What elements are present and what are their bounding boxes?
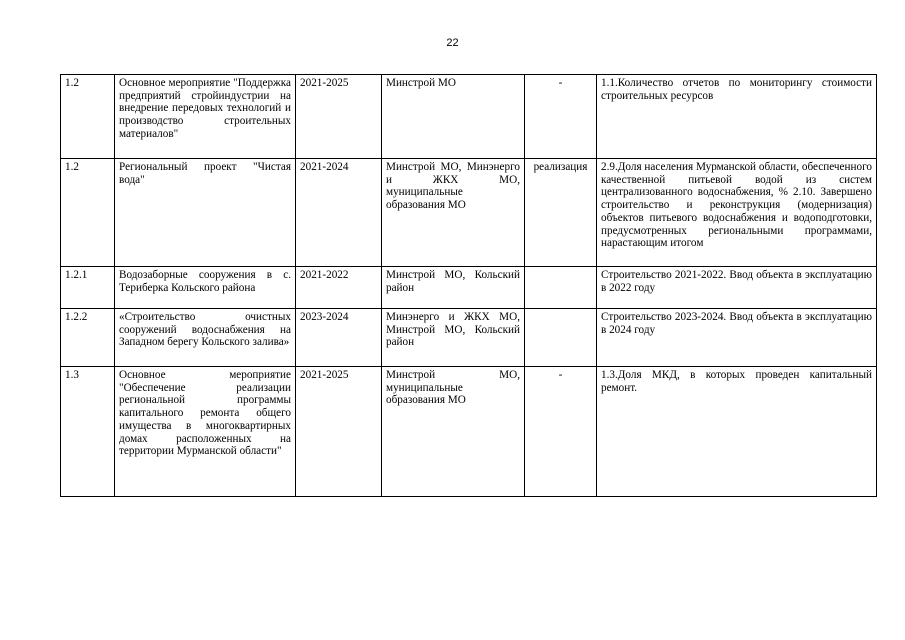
row-number: 1.2.1: [61, 267, 115, 309]
status: реализация: [525, 159, 597, 267]
period: 2023-2024: [296, 309, 382, 367]
activity-name: Основное мероприятие "Обеспечение реализации региональной программы капитального ремонта общего имущества в многоквартирных домах расположенных на территории Мурманской области": [115, 367, 296, 497]
activity-name: Основное мероприятие "Поддержка предприятий стройиндустрии на внедрение передовых технологий и производство строительных материалов": [115, 75, 296, 159]
activity-name: Региональный проект "Чистая вода": [115, 159, 296, 267]
status: -: [525, 367, 597, 497]
executor: Минстрой МО, Минэнерго и ЖКХ МО, муниципальные образования МО: [382, 159, 525, 267]
table-row: [61, 309, 877, 367]
table-row: [61, 159, 877, 267]
period: 2021-2024: [296, 159, 382, 267]
row-number: 1.2: [61, 159, 115, 267]
program-table: [60, 74, 877, 497]
period: 2021-2025: [296, 367, 382, 497]
period: 2021-2025: [296, 75, 382, 159]
indicator: Строительство 2023-2024. Ввод объекта в эксплуатацию в 2024 году: [597, 309, 877, 367]
status: [525, 267, 597, 309]
period: 2021-2022: [296, 267, 382, 309]
status: [525, 309, 597, 367]
indicator: 2.9.Доля населения Мурманской области, обеспеченного качественной питьевой водой из систем централизованного водоснабжения, % 2.10. Завершено строительство и реконструкция (модернизация) объектов питьевого водоснабжения и водоподготовки, предусмотренных региональными программами, нарастающим итогом: [597, 159, 877, 267]
executor: Минстрой МО, муниципальные образования МО: [382, 367, 525, 497]
indicator: Строительство 2021-2022. Ввод объекта в эксплуатацию в 2022 году: [597, 267, 877, 309]
page-number: 22: [446, 37, 459, 49]
row-number: 1.2.2: [61, 309, 115, 367]
table-row: [61, 75, 877, 159]
executor: Минстрой МО, Кольский район: [382, 267, 525, 309]
executor: Минстрой МО: [382, 75, 525, 159]
status: -: [525, 75, 597, 159]
activity-name: Водозаборные сооружения в с. Териберка Кольского района: [115, 267, 296, 309]
indicator: 1.1.Количество отчетов по мониторингу стоимости строительных ресурсов: [597, 75, 877, 159]
table-row: [61, 367, 877, 497]
indicator: 1.3.Доля МКД, в которых проведен капитальный ремонт.: [597, 367, 877, 497]
activity-name: «Строительство очистных сооружений водоснабжения на Западном берегу Кольского залива»: [115, 309, 296, 367]
executor: Минэнерго и ЖКХ МО, Минстрой МО, Кольский район: [382, 309, 525, 367]
row-number: 1.2: [61, 75, 115, 159]
row-number: 1.3: [61, 367, 115, 497]
table-row: [61, 267, 877, 309]
